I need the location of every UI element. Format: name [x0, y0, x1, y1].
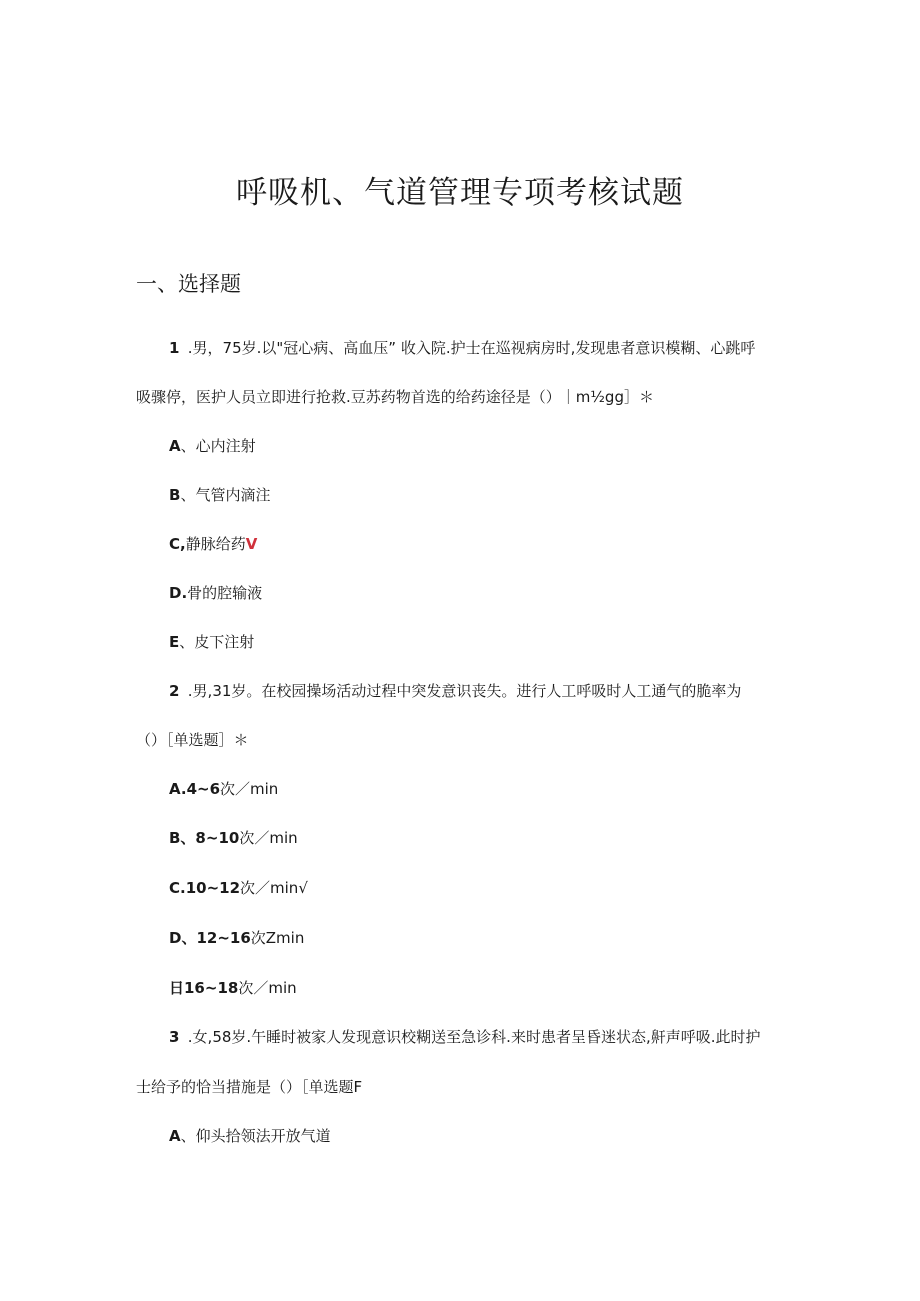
correct-mark: V — [245, 535, 258, 553]
option-1b: B、气管内滴注 — [169, 486, 271, 504]
question-1-line-2: 吸骤停，医护人员立即进行抢救.豆苏药物首选的给药途径是（）｜m½gg］＊ — [136, 388, 654, 406]
option-2a: A.4~6次／min — [169, 780, 279, 798]
option-3a: A、仰头拾领法开放气道 — [169, 1127, 331, 1145]
question-number: 3 — [169, 1028, 180, 1046]
question-number: 1 — [169, 339, 180, 357]
option-2d: D、12~16次Zmin — [169, 929, 305, 947]
document-title: 呼吸机、气道管理专项考核试题 — [236, 175, 684, 211]
section-heading: 一、选择题 — [136, 272, 241, 296]
option-2e: 日16~18次／min — [169, 979, 297, 997]
question-number: 2 — [169, 682, 180, 700]
option-1c: C,静脉给药V — [169, 535, 258, 553]
question-text: .女,58岁.午睡时被家人发现意识校糊送至急诊科.来时患者呈昏迷状态,鼾声呼吸.此时护 — [187, 1028, 761, 1046]
option-2b: B、8~10次／min — [169, 829, 298, 847]
question-2-line-2: （）［单选题］＊ — [136, 731, 249, 749]
question-3-line-2: 士给予的恰当措施是（）［单选题F — [136, 1078, 363, 1096]
option-1e: E、皮下注射 — [169, 633, 255, 651]
question-text: .男,31岁。在校园操场活动过程中突发意识丧失。进行人工呼吸时人工通气的脆率为 — [187, 682, 742, 700]
option-1a: A、心内注射 — [169, 437, 256, 455]
option-2c: C.10~12次／min√ — [169, 879, 308, 897]
question-2-line-1 — [169, 680, 741, 701]
question-text: .男，75岁.以"冠心病、高血压” 收入院.护士在巡视病房时,发现患者意识模糊、心跳呼 — [187, 339, 756, 357]
option-1d: D.骨的腔输液 — [169, 584, 263, 602]
question-1-line-1 — [169, 337, 755, 358]
question-3-line-1 — [169, 1026, 760, 1047]
